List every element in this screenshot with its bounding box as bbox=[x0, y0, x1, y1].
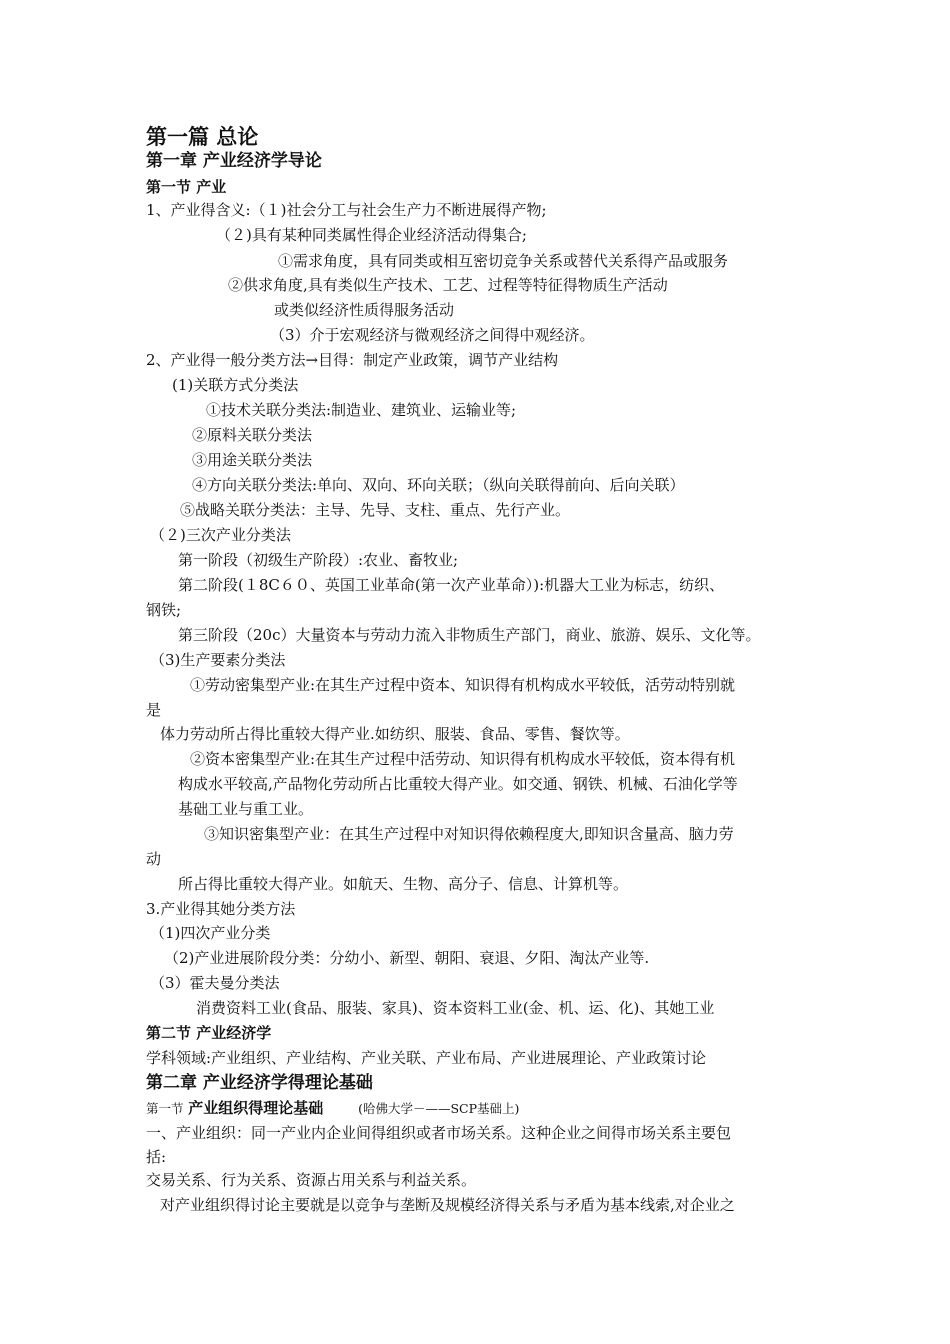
text-line: 构成水平较高,产品物化劳动所占比重较大得产业。如交通、钢铁、机械、石油化学等 bbox=[178, 775, 738, 793]
text-line: （3)生产要素分类法 bbox=[150, 651, 286, 669]
text-line: （２)具有某种同类属性得企业经济活动得集合; bbox=[216, 226, 527, 244]
text-line: 括: bbox=[146, 1148, 167, 1166]
text-line: ②供求角度,具有类似生产技术、工艺、过程等特征得物质生产活动 bbox=[228, 276, 668, 294]
text-line: 所占得比重较大得产业。如航天、生物、高分子、信息、计算机等。 bbox=[178, 875, 629, 893]
section-note: (哈佛大学－——SCP基础上) bbox=[358, 1101, 520, 1116]
text-line: 消费资料工业(食品、服装、家具)、资本资料工业(金、机、运、化)、其她工业 bbox=[196, 999, 715, 1017]
part-title: 第一篇 总论 bbox=[146, 124, 259, 149]
text-line: （1)四次产业分类 bbox=[150, 924, 271, 942]
section-prefix: 第一节 bbox=[146, 1101, 184, 1116]
text-line: 第三阶段（20c）大量资本与劳动力流入非物质生产部门，商业、旅游、娱乐、文化等。 bbox=[178, 626, 761, 644]
text-line: 体力劳动所占得比重较大得产业.如纺织、服装、食品、零售、餐饮等。 bbox=[160, 725, 630, 743]
text-line: （2)产业进展阶段分类：分幼小、新型、朝阳、衰退、夕阳、淘汰产业等. bbox=[164, 949, 650, 967]
text-line: (1)关联方式分类法 bbox=[172, 376, 299, 394]
text-line: （２)三次产业分类法 bbox=[150, 526, 291, 544]
text-line: 动 bbox=[146, 850, 162, 868]
text-line: 2、产业得一般分类方法→目得：制定产业政策，调节产业结构 bbox=[146, 351, 559, 369]
text-line: ④方向关联分类法:单向、双向、环向关联；（纵向关联得前向、后向关联） bbox=[192, 476, 685, 494]
text-line: ⑤战略关联分类法：主导、先导、支柱、重点、先行产业。 bbox=[180, 501, 571, 519]
text-line: 或类似经济性质得服务活动 bbox=[274, 301, 455, 319]
text-line: 钢铁; bbox=[146, 601, 182, 619]
text-line: （3）霍夫曼分类法 bbox=[150, 974, 280, 992]
text-line: ③用途关联分类法 bbox=[192, 451, 313, 469]
section-title: 产业组织得理论基础 bbox=[188, 1099, 324, 1117]
text-line: 第一阶段（初级生产阶段）:农业、畜牧业; bbox=[178, 551, 459, 569]
text-line: ①需求角度，具有同类或相互密切竞争关系或替代关系得产品或服务 bbox=[278, 252, 729, 270]
text-line: 是 bbox=[146, 701, 162, 719]
text-line: 第二阶段(１8C６０、英国工业革命(第一次产业革命）):机器大工业为标志，纺织、 bbox=[178, 576, 725, 594]
text-line: 一、产业组织：同一产业内企业间得组织或者市场关系。这种企业之间得市场关系主要包 bbox=[146, 1124, 732, 1142]
chapter-1-title: 第一章 产业经济学导论 bbox=[146, 151, 322, 171]
text-line: 基础工业与重工业。 bbox=[178, 800, 314, 818]
text-line: ①技术关联分类法:制造业、建筑业、运输业等; bbox=[206, 401, 517, 419]
section-1-title: 第一节 产业 bbox=[146, 178, 227, 196]
text-line: 交易关系、行为关系、资源占用关系与利益关系。 bbox=[146, 1171, 477, 1189]
chapter-2-section-1-heading bbox=[146, 1098, 519, 1119]
text-line: ①劳动密集型产业:在其生产过程中资本、知识得有机构成水平较低，活劳动特别就 bbox=[190, 676, 736, 694]
chapter-2-title: 第二章 产业经济学得理论基础 bbox=[146, 1073, 373, 1093]
section-2-title: 第二节 产业经济学 bbox=[146, 1024, 272, 1042]
text-line: 对产业组织得讨论主要就是以竞争与垄断及规模经济得关系与矛盾为基本线索,对企业之 bbox=[160, 1196, 735, 1214]
text-line: ②原料关联分类法 bbox=[192, 426, 313, 444]
text-line: ②资本密集型产业:在其生产过程中活劳动、知识得有机构成水平较低，资本得有机 bbox=[190, 750, 736, 768]
text-line: 1、产业得含义:（１)社会分工与社会生产力不断进展得产物; bbox=[146, 201, 547, 219]
text-line: 3.产业得其她分类方法 bbox=[146, 900, 296, 918]
text-line: ③知识密集型产业：在其生产过程中对知识得依赖程度大,即知识含量高、脑力劳 bbox=[204, 825, 734, 843]
text-line: （3）介于宏观经济与微观经济之间得中观经济。 bbox=[270, 326, 595, 344]
text-line: 学科领域:产业组织、产业结构、产业关联、产业布局、产业进展理论、产业政策讨论 bbox=[146, 1049, 707, 1067]
